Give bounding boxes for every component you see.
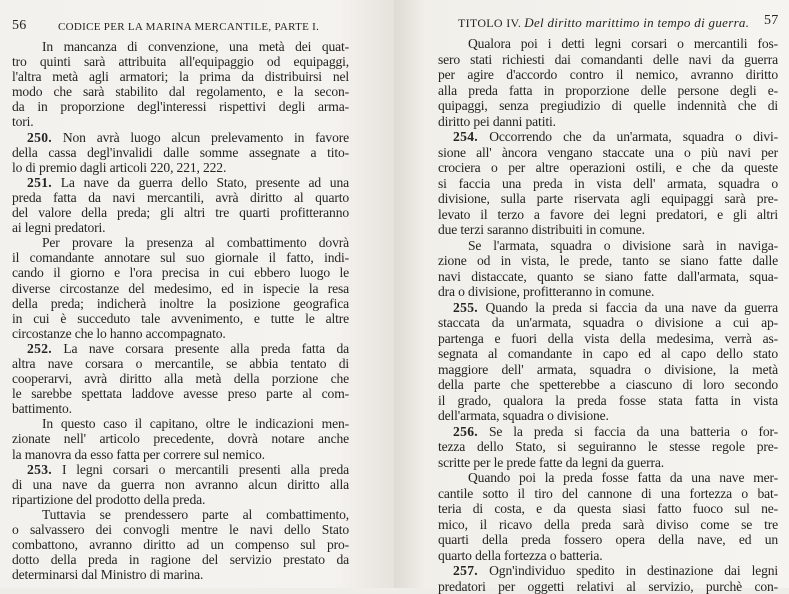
text-line xyxy=(12,205,349,220)
line-text: tro quinti sarà attribuita all'equipaggio od equipaggi, xyxy=(12,54,349,69)
text-line xyxy=(12,416,349,431)
text-line xyxy=(438,36,778,52)
text-line xyxy=(12,552,349,567)
text-line xyxy=(438,455,778,471)
text-line xyxy=(438,408,778,424)
line-text: il comandante annotare sul suo giornale il fatto, indi- xyxy=(12,250,349,265)
line-text: della preda; indicherà inoltre la posizione geografica xyxy=(12,296,349,311)
text-line xyxy=(12,447,349,462)
line-text: Se la preda si faccia da una batteria o for- xyxy=(478,424,778,439)
line-text: tezza dello Stato, si seguiranno le stesse regole pre- xyxy=(438,439,778,454)
line-text: Qualora poi i detti legni corsari o mercantili fos- xyxy=(468,36,778,51)
text-line xyxy=(12,341,349,356)
text-line xyxy=(438,253,778,269)
line-text: Se l'armata, squadra o divisione sarà in naviga- xyxy=(468,238,778,253)
line-text: cantile sotto il tiro del cannone di una fortezza o bat- xyxy=(438,486,778,501)
text-line xyxy=(438,176,778,192)
running-title xyxy=(458,15,749,31)
line-text: dra o divisione, profitteranno in comune. xyxy=(438,284,654,299)
line-text: dotto della preda in ragione del servizio prestato da xyxy=(12,552,349,567)
text-line xyxy=(12,130,349,145)
text-line xyxy=(12,431,349,446)
line-text: navi distaccate, quanto se siano fatte dall'armata, squa- xyxy=(438,269,778,284)
paragraph xyxy=(438,36,778,129)
text-line xyxy=(438,222,778,238)
line-text: levato il terzo a favore dei legni predatori, e gli altri xyxy=(438,207,778,222)
article-257 xyxy=(438,563,778,594)
text-line xyxy=(12,190,349,205)
line-text: diverse circostanze del medesimo, ed in ispecie la resa xyxy=(12,281,349,296)
text-line xyxy=(12,522,349,537)
line-text: battimento. xyxy=(12,401,72,416)
line-text: scritte per le prede fatte da legni da guerra. xyxy=(438,455,664,470)
article-255 xyxy=(438,300,778,424)
line-text: il grado, qualora la preda fosse stata fatta in vista xyxy=(438,393,778,408)
line-text: altra nave corsara o mercantile, se abbia tentato di xyxy=(12,356,349,371)
text-line xyxy=(12,160,349,175)
paragraph xyxy=(12,235,349,341)
line-text: lo di premio dagli articoli 220, 221, 222. xyxy=(12,160,226,175)
text-line xyxy=(12,175,349,190)
article-number: 250. xyxy=(27,130,52,145)
text-line xyxy=(12,371,349,386)
text-line xyxy=(438,284,778,300)
line-text: determinarsi dal Ministro di marina. xyxy=(12,567,203,582)
right-page xyxy=(394,0,789,588)
text-line xyxy=(438,160,778,176)
text-line xyxy=(12,54,349,69)
line-text: Per provare la presenza al combattimento dovrà xyxy=(42,235,349,250)
line-text: mico, il ricavo della preda sarà diviso come se tre xyxy=(438,517,778,532)
text-line xyxy=(12,537,349,552)
text-line xyxy=(438,393,778,409)
text-line xyxy=(438,238,778,254)
line-text: La nave da guerra dello Stato, presente ad una xyxy=(52,175,349,190)
text-line xyxy=(12,311,349,326)
title-label: TITOLO IV. xyxy=(458,16,521,30)
text-line xyxy=(12,356,349,371)
line-text: per agire d'accordo contro il nemico, avranno diritto xyxy=(438,67,778,82)
text-line xyxy=(12,99,349,114)
article-number: 253. xyxy=(27,462,52,477)
line-text: Non avrà luogo alcun prelevamento in favore xyxy=(52,130,349,145)
text-line xyxy=(12,401,349,416)
text-line xyxy=(12,567,349,582)
line-text: in cui è succeduto tale avvenimento, e tutte le altre xyxy=(12,311,349,326)
text-line xyxy=(438,207,778,223)
text-line xyxy=(438,470,778,486)
text-line xyxy=(12,492,349,507)
line-text: partenga e fuori della vista della medesima, verrà as- xyxy=(438,331,778,346)
text-line xyxy=(438,315,778,331)
line-text: cando il giorno e l'ora precisa in cui ebbero luogo le xyxy=(12,265,349,280)
line-text: Quando la preda si faccia da una nave da guerra xyxy=(478,300,778,315)
article-number: 252. xyxy=(27,341,52,356)
text-line xyxy=(12,220,349,235)
line-text: sione all' àncora vengano staccate una o più navi per xyxy=(438,145,778,160)
line-text: o salvassero dei convogli mentre le navi dello Stato xyxy=(12,522,349,537)
page-number: 57 xyxy=(764,13,779,29)
line-text: della parte che spetterebbe a ciascuno di loro secondo xyxy=(438,377,778,392)
text-line xyxy=(438,563,778,579)
line-text: La nave corsara presente alla preda fatta da xyxy=(52,341,349,356)
article-252 xyxy=(12,341,349,416)
article-number: 256. xyxy=(453,424,478,439)
line-text: quarti della preda fossero opera della nave, ed un xyxy=(438,532,778,547)
text-line xyxy=(438,129,778,145)
paragraph xyxy=(12,507,349,582)
text-line xyxy=(12,250,349,265)
line-text: maggiore dell' armata, squadra o divisione, la metà xyxy=(438,362,778,377)
text-line xyxy=(438,486,778,502)
line-text: le sarebbe spettata laddove avesse preso parte al com- xyxy=(12,386,349,401)
text-line xyxy=(12,296,349,311)
text-line xyxy=(438,191,778,207)
line-text: l'altra metà agli armatori; la prima da distribuirsi nel xyxy=(12,69,349,84)
text-line xyxy=(438,532,778,548)
line-text: sero stati richiesti dai comandanti delle navi da guerra xyxy=(438,52,778,67)
title-text: Del diritto marittimo in tempo di guerra. xyxy=(524,15,749,30)
line-text: zionate nell' articolo precedente, dovrà notare anche xyxy=(12,431,349,446)
article-256 xyxy=(438,424,778,471)
text-line xyxy=(12,265,349,280)
text-line xyxy=(12,235,349,250)
line-text: divisione, sulla parte riservata agli equipaggi sarà pre- xyxy=(438,191,778,206)
line-text: alla preda fatta in proporzione delle persone degli e- xyxy=(438,83,778,98)
article-number: 255. xyxy=(453,300,478,315)
text-line xyxy=(438,52,778,68)
running-title: CODICE PER LA MARINA MERCANTILE, PARTE I. xyxy=(58,21,319,33)
line-text: segnata al comandante in capo ed al capo dello stato xyxy=(438,346,778,361)
line-text: modo che sarà stabilito dal regolamento, e la secon- xyxy=(12,84,349,99)
paragraph xyxy=(12,416,349,461)
line-text: da in proporzione degl'interessi rispettivi degli arma- xyxy=(12,99,349,114)
line-text: combattono, avranno diritto ad un compenso sul pro- xyxy=(12,537,349,552)
article-250 xyxy=(12,130,349,175)
text-line xyxy=(438,362,778,378)
line-text: la manovra da esso fatta per correre sul nemico. xyxy=(12,447,265,462)
text-line xyxy=(438,67,778,83)
line-text: Ogn'individuo spedito in destinazione dai legni xyxy=(478,563,778,578)
text-line xyxy=(438,145,778,161)
article-number: 257. xyxy=(453,563,478,578)
text-line xyxy=(438,377,778,393)
page-body xyxy=(12,39,349,582)
text-line xyxy=(438,517,778,533)
line-text: predatori per oggetti relativi al servizio, purchè con- xyxy=(438,579,778,594)
line-text: circostanze che lo hanno accompagnato. xyxy=(12,326,226,341)
line-text: quipaggi, senza pregiudizio di quelle indennità che di xyxy=(438,98,778,113)
text-line xyxy=(12,477,349,492)
line-text: diritto pei danni patiti. xyxy=(438,114,556,129)
line-text: quarto della fortezza o batteria. xyxy=(438,548,603,563)
line-text: dell'armata, squadra o divisione. xyxy=(438,408,609,423)
line-text: staccata da un'armata, squadra o divisione a cui ap- xyxy=(438,315,778,330)
text-line xyxy=(12,84,349,99)
text-line xyxy=(12,386,349,401)
page-body xyxy=(438,36,778,594)
text-line xyxy=(12,145,349,160)
article-254 xyxy=(438,129,778,238)
article-253 xyxy=(12,462,349,507)
line-text: Quando poi la preda fosse fatta da una nave mer- xyxy=(468,470,778,485)
article-number: 251. xyxy=(27,175,52,190)
paragraph xyxy=(12,39,349,130)
left-page xyxy=(0,0,394,588)
text-line xyxy=(438,114,778,130)
line-text: Occorrendo che da un'armata, squadra o divi- xyxy=(478,129,778,144)
line-text: si faccia una preda in vista dell' armata, squadra o xyxy=(438,176,778,191)
line-text: In mancanza di convenzione, una metà dei quat- xyxy=(42,39,349,54)
text-line xyxy=(12,281,349,296)
text-line xyxy=(12,326,349,341)
line-text: teria di costa, e da questa siasi fatto fuoco sul ne- xyxy=(438,501,778,516)
text-line xyxy=(12,114,349,129)
line-text: tori. xyxy=(12,114,34,129)
line-text: preda fatta da navi mercantili, avrà diritto al quarto xyxy=(12,190,349,205)
line-text: cooperarvi, avrà diritto alla metà della porzione che xyxy=(12,371,349,386)
line-text: crociera o per altre operazioni ostili, e che da queste xyxy=(438,160,778,175)
text-line xyxy=(438,98,778,114)
text-line xyxy=(438,579,778,594)
paragraph xyxy=(438,470,778,563)
text-line xyxy=(438,269,778,285)
article-251 xyxy=(12,175,349,235)
article-number: 254. xyxy=(453,129,478,144)
text-line xyxy=(12,39,349,54)
text-line xyxy=(438,300,778,316)
text-line xyxy=(438,83,778,99)
text-line xyxy=(438,439,778,455)
paragraph xyxy=(438,238,778,300)
line-text: In questo caso il capitano, oltre le indicazioni men- xyxy=(42,416,349,431)
text-line xyxy=(438,548,778,564)
text-line xyxy=(438,501,778,517)
line-text: Tuttavia se prendessero parte al combattimento, xyxy=(42,507,349,522)
line-text: due terzi saranno distribuiti in comune. xyxy=(438,222,645,237)
line-text: di una nave da guerra non avranno alcun diritto alla xyxy=(12,477,349,492)
text-line xyxy=(438,346,778,362)
line-text: della cassa degl'invalidi dalle somme assegnate a tito- xyxy=(12,145,349,160)
line-text: ai legni predatori. xyxy=(12,220,105,235)
line-text: zione od in vista, le prede, tanto se siano fatte dalle xyxy=(438,253,778,268)
text-line xyxy=(12,507,349,522)
text-line xyxy=(438,424,778,440)
line-text: del valore della preda; gli altri tre quarti profitteranno xyxy=(12,205,349,220)
line-text: I legni corsari o mercantili presenti alla preda xyxy=(52,462,349,477)
text-line xyxy=(12,69,349,84)
text-line xyxy=(12,462,349,477)
line-text: ripartizione del prodotto della preda. xyxy=(12,492,205,507)
page-number: 56 xyxy=(12,18,27,34)
text-line xyxy=(438,331,778,347)
